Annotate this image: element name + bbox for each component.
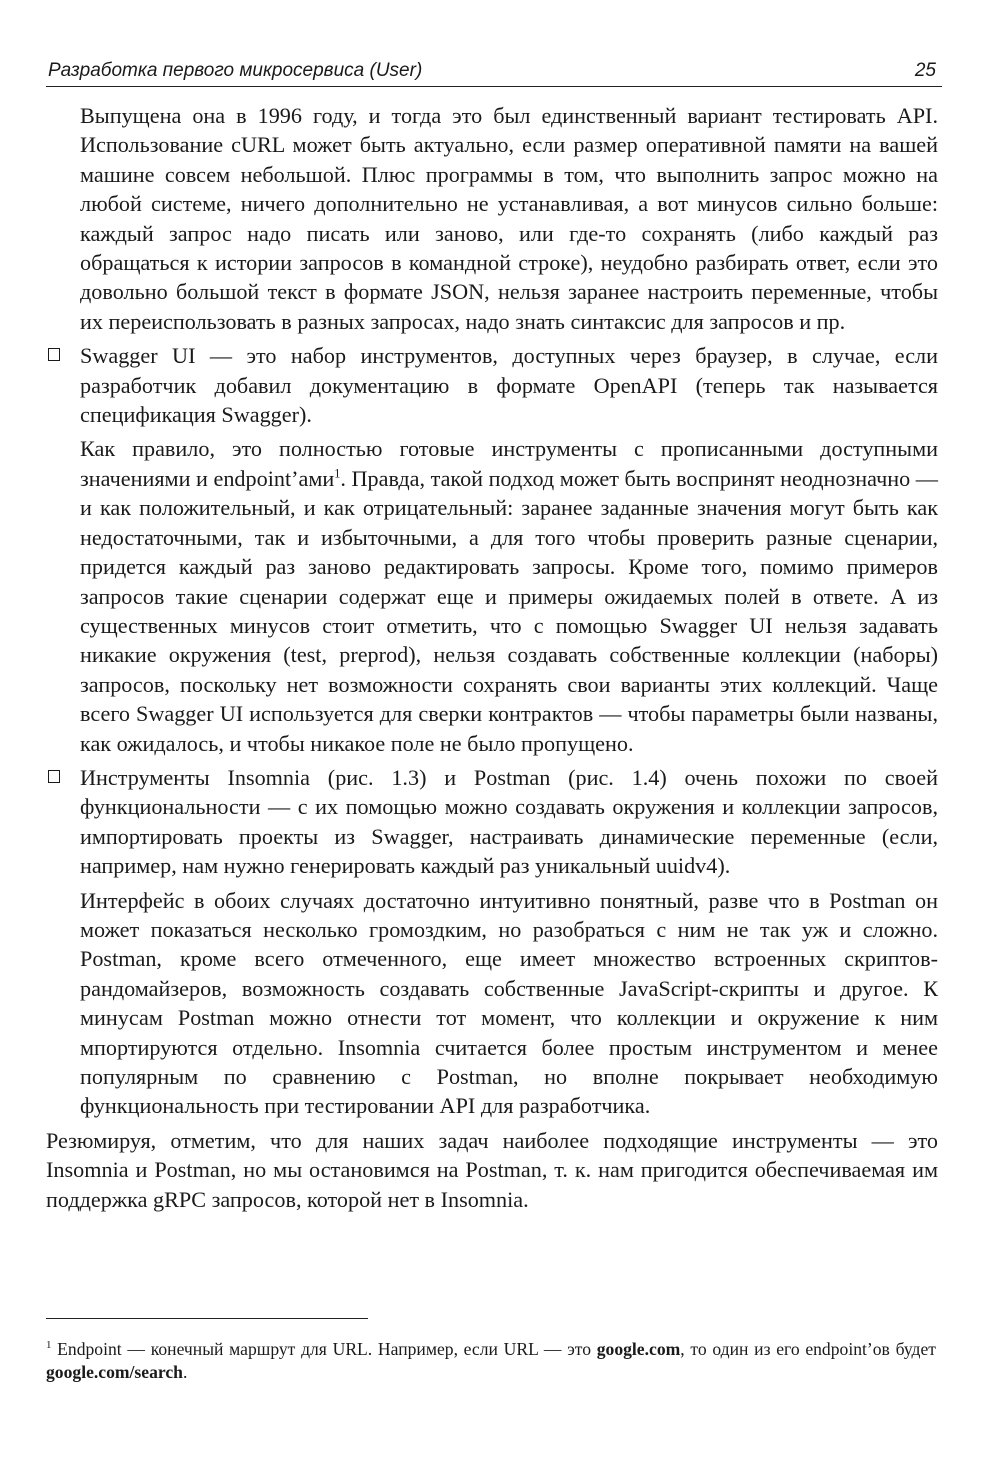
bullet-insomnia-postman bbox=[46, 763, 938, 881]
footnote-text-1: Endpoint — конечный маршрут для URL. Например, если URL — это bbox=[51, 1339, 597, 1359]
bullet-insomnia-text: Инструменты Insomnia (рис. 1.3) и Postman (рис. 1.4) очень похожи по своей функциональности — с их помощью можно создавать окружения и коллекции запросов, импортировать проекты из Swagger, настраивать динамические переменные (если, например, нам нужно генерировать каждый раз уникальный uuidv4). bbox=[80, 764, 938, 879]
bullet-swagger-text: Swagger UI — это набор инструментов, доступных через браузер, в случае, если разработчик добавил документацию в формате OpenAPI (теперь так называется спецификация Swagger). bbox=[80, 343, 938, 428]
footnote-example-domain: google.com bbox=[596, 1339, 681, 1359]
page-body bbox=[46, 101, 938, 1214]
footnote bbox=[46, 1338, 936, 1383]
running-header bbox=[46, 56, 942, 87]
footnote-separator bbox=[46, 1318, 368, 1319]
footnote-text-3: . bbox=[182, 1361, 188, 1382]
footnote-example-endpoint: google.com/search bbox=[46, 1361, 183, 1382]
footnote-reference: 1 bbox=[334, 466, 341, 481]
swagger-paragraph bbox=[46, 434, 938, 757]
curl-paragraph: Выпущена она в 1996 году, и тогда это был единственный вариант тестировать API. Использование cURL может быть актуально, если размер оперативной памяти на вашей машине совсем небольшой. Плюс программы в том, что выполнить запрос можно на любой системе, ничего дополнительно не устанавливая, а вот минусов сильно больше: каждый запрос надо писать или заново, или где-то сохранять (либо каждый раз обращаться к истории запросов в командной строке), неудобно разбирать ответ, если это довольно большой текст в формате JSON, нельзя заранее настроить переменные, чтобы их переиспользовать в разных запросах, надо знать синтаксис для запросов и пр. bbox=[80, 103, 938, 334]
swagger-text-start: Как правило, это полностью готовые инструменты с прописанными доступными значениями и endpoint’ами bbox=[80, 436, 938, 491]
footnote-mark: 1 bbox=[46, 1339, 52, 1352]
swagger-text-end: . Правда, такой подход может быть воспринят неоднозначно — и как положительный, и как отрицательный: заранее заданные значения могут быть как недостаточными, так и избыточными, а для того чтобы проверить разные сценарии, придется каждый раз заново редактировать запросы. Кроме того, помимо примеров запросов такие сценарии содержат еще и примеры ожидаемых полей в ответе. А из существенных минусов стоит отметить, что с помощью Swagger UI нельзя задавать никакие окружения (test, preprod), нельзя создавать собственные коллекции (наборы) запросов, поскольку нет возможности сохранять свои варианты этих коллекций. Чаще всего Swagger UI используется для сверки контрактов — чтобы параметры были названы, как ожидалось, и чтобы никакое поле не было пропущено. bbox=[80, 465, 938, 756]
running-title: Разработка первого микросервиса (User) bbox=[48, 60, 423, 81]
page-number: 25 bbox=[914, 60, 936, 81]
interface-paragraph: Интерфейс в обоих случаях достаточно интуитивно понятный, разве что в Postman он может показаться несколько громоздким, но разобраться с ним не так уж и сложно. Postman, кроме всего отмеченного, еще имеет множество встроенных скриптов-рандомайзеров, возможность создавать собственные JavaScript-скрипты и другое. К минусам Postman можно отнести тот момент, что коллекции и окружение к ним мпортируются отдельно. Insomnia считается более простым инструментом и менее популярным по сравнению с Postman, но вполне покрывает необходимую функциональность при тестировании API для разработчика. bbox=[80, 887, 938, 1119]
footnote-text-2: , то один из его endpoint’ов будет bbox=[680, 1339, 936, 1359]
summary-paragraph: Резюмируя, отметим, что для наших задач наиболее подходящие инструменты — это Insomnia и Postman, но мы остановимся на Postman, т. к. нам пригодится обеспечиваемая им поддержка gRPC запросов, которой нет в Insomnia. bbox=[46, 1127, 938, 1212]
checkbox-bullet-icon bbox=[48, 348, 60, 361]
bullet-swagger-ui bbox=[46, 341, 938, 429]
checkbox-bullet-icon bbox=[48, 770, 60, 783]
